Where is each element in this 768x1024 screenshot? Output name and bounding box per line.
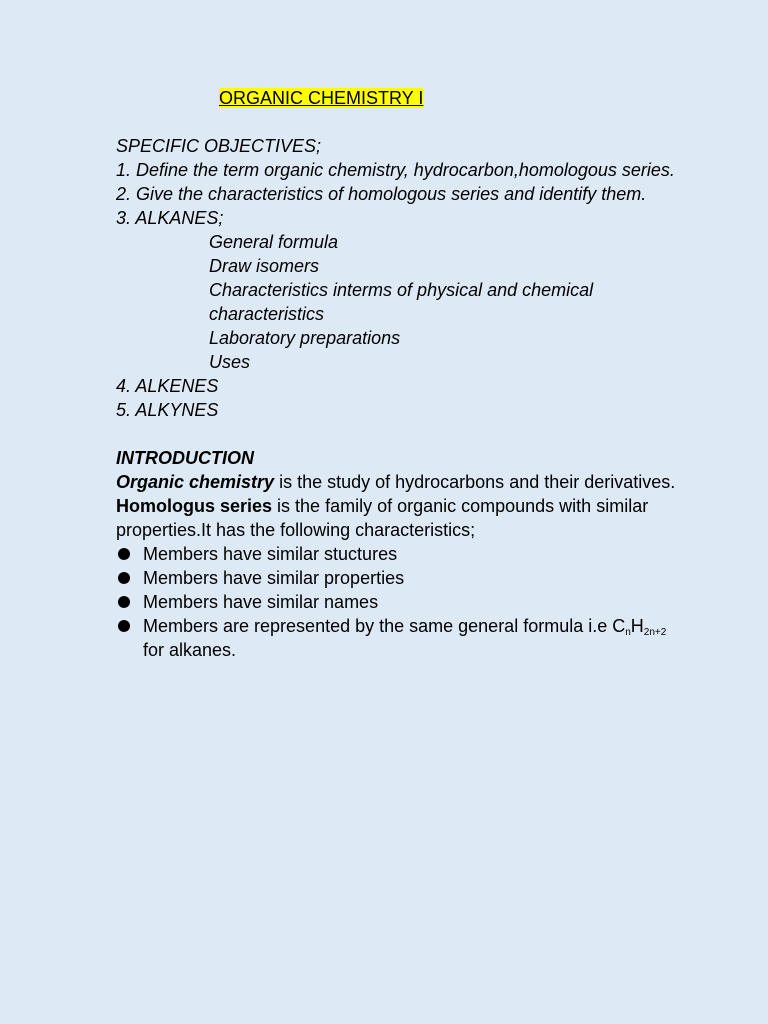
- objective-item-5: 5. ALKYNES: [116, 400, 219, 420]
- general-formula: [612, 616, 666, 636]
- list-item-text: Members are represented by the same general formula i.e: [143, 616, 613, 636]
- formula-carbon: C: [612, 616, 626, 636]
- bullet-icon: [118, 572, 130, 584]
- definition-text: is the study of hydrocarbons and their derivatives.: [274, 472, 676, 492]
- definition-text: is the family of organic compounds with similar properties.It has the following characteristics;: [116, 496, 649, 540]
- list-item: [116, 542, 676, 566]
- formula-carbon-subscript: n: [625, 627, 631, 638]
- definition-homologus-series: [116, 494, 676, 542]
- list-item-tail: for alkanes.: [143, 640, 237, 660]
- list-item: [116, 590, 676, 614]
- introduction-heading: INTRODUCTION: [116, 448, 254, 468]
- list-item: [116, 614, 676, 662]
- title-line: [116, 86, 676, 110]
- bullet-icon: [118, 548, 130, 560]
- spacer: [116, 110, 676, 134]
- formula-hydrogen: H: [630, 616, 644, 636]
- objective-item-2: 2. Give the characteristics of homologous series and identify them.: [116, 184, 647, 204]
- alkane-subitem: Draw isomers: [209, 256, 320, 276]
- objective-item-1: 1. Define the term organic chemistry, hydrocarbon,homologous series.: [116, 160, 675, 180]
- spacer: [116, 422, 676, 446]
- bullet-icon: [118, 620, 130, 632]
- list-item: [116, 566, 676, 590]
- alkane-subitem: Uses: [209, 352, 251, 372]
- document-title: ORGANIC CHEMISTRY I: [219, 88, 424, 108]
- list-item-text: Members have similar properties: [143, 568, 405, 588]
- objective-item-4: 4. ALKENES: [116, 376, 219, 396]
- document-body: [116, 86, 676, 662]
- formula-hydrogen-subscript: 2n+2: [643, 627, 667, 638]
- alkane-subitem: General formula: [209, 232, 339, 252]
- objective-item-3: 3. ALKANES;: [116, 208, 224, 228]
- alkane-subitem: Laboratory preparations: [209, 328, 401, 348]
- objectives-heading: SPECIFIC OBJECTIVES;: [116, 136, 322, 156]
- bullet-icon: [118, 596, 130, 608]
- term-organic-chemistry: Organic chemistry: [116, 472, 275, 492]
- list-item-text: Members have similar stuctures: [143, 544, 398, 564]
- alkane-subitem: Characteristics interms of physical and chemical characteristics: [209, 280, 594, 324]
- list-item-text: Members have similar names: [143, 592, 379, 612]
- definition-organic-chemistry: [116, 470, 676, 494]
- term-homologus-series: Homologus series: [116, 496, 273, 516]
- characteristics-list: [116, 542, 676, 662]
